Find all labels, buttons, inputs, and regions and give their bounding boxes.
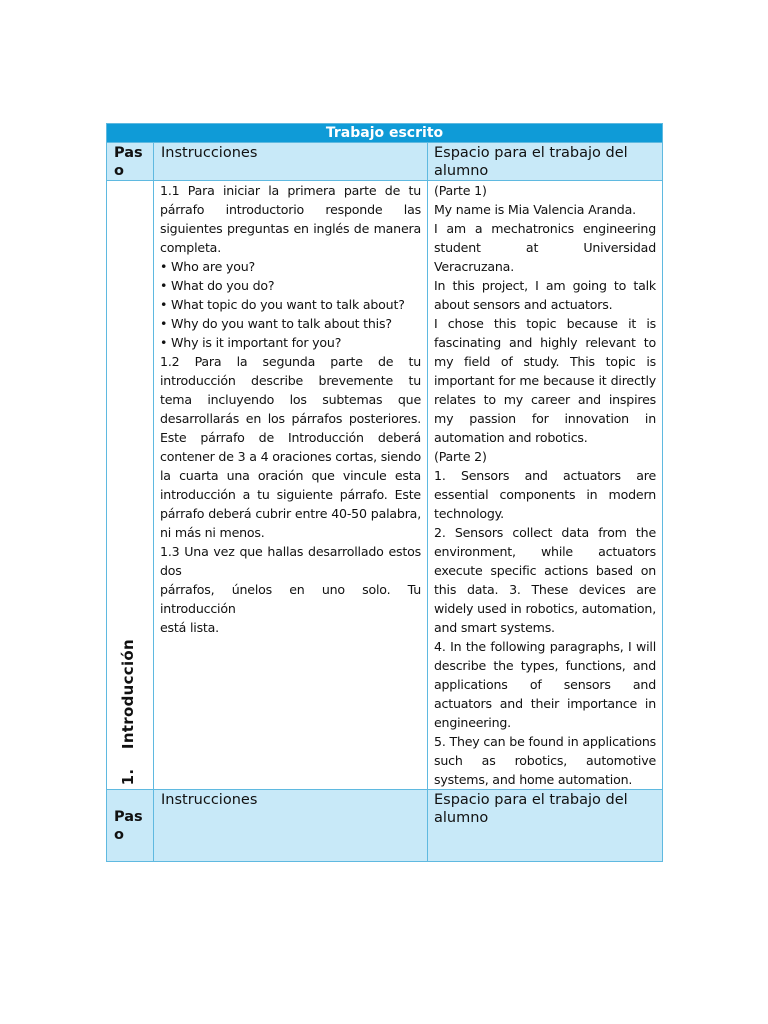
question-why-talk: • Why do you want to talk about this? [160,316,392,331]
question-why-important: • Why is it important for you? [160,335,342,350]
step-row [107,181,663,790]
footer-header-row [107,790,663,862]
question-topic: • What topic do you want to talk about? [160,297,405,312]
question-what-do: • What do you do? [160,278,275,293]
header-instrucciones: Instrucciones [154,143,428,181]
step-label [119,639,138,785]
work-reason: I chose this topic because it is fascinating and highly relevant to my field of study. This topic is important for me because it directly relates to my career and inspires my passion for innovation in automation and robotics. [434,316,656,445]
instruction-1-1: 1.1 Para iniciar la primera parte de tu párrafo introductorio responde las siguientes preguntas en inglés de manera completa. [160,183,421,255]
work-sentence-2-3: 2. Sensors collect data from the environment, while actuators execute specific actions based on this data. 3. These devices are widely used in robotics, automation, and smart systems. [434,525,656,635]
header-row [107,143,663,181]
question-who: • Who are you? [160,259,255,274]
work-name: My name is Mia Valencia Aranda. [434,202,636,217]
step-cell [107,181,154,790]
work-table [106,123,663,862]
footer-header-instrucciones: Instrucciones [154,790,428,862]
work-student: I am a mechatronics engineering student at Universidad Veracruzana. [434,221,656,274]
header-paso: Paso [107,143,154,181]
footer-header-paso: Paso [107,790,154,862]
work-part-2-label: (Parte 2) [434,449,487,464]
step-number: 1. [119,768,137,785]
table-title: Trabajo escrito [107,124,663,143]
instruction-1-3-b: párrafos, únelos en uno solo. Tu introducción [160,582,421,616]
work-part-1-label: (Parte 1) [434,183,487,198]
student-work-cell [428,181,663,790]
work-sentence-1: 1. Sensors and actuators are essential components in modern technology. [434,468,656,521]
step-name: Introducción [119,638,137,749]
footer-header-espacio: Espacio para el trabajo del alumno [428,790,663,862]
work-sentence-4: 4. In the following paragraphs, I will describe the types, functions, and applications of sensors and actuators and their importance in engineering. [434,639,656,730]
instruction-1-3-c: está lista. [160,620,219,635]
instruction-1-3-a: 1.3 Una vez que hallas desarrollado estos dos [160,544,421,578]
header-espacio: Espacio para el trabajo del alumno [428,143,663,181]
instructions-cell [154,181,428,790]
instruction-1-2: 1.2 Para la segunda parte de tu introducción describe brevemente tu tema incluyendo los subtemas que desarrollarás en los párrafos posteriores. Este párrafo de Introducción deberá contener de 3 a 4 oraciones cortas, siendo la cuarta una oración que vincule esta introducción a tu siguiente párrafo. Este párrafo deberá cubrir entre 40-50 palabra, ni más ni menos. [160,354,421,540]
table-title-row [107,124,663,143]
work-topic: In this project, I am going to talk about sensors and actuators. [434,278,656,312]
work-sentence-5: 5. They can be found in applications such as robotics, automotive systems, and home automation. [434,734,656,787]
